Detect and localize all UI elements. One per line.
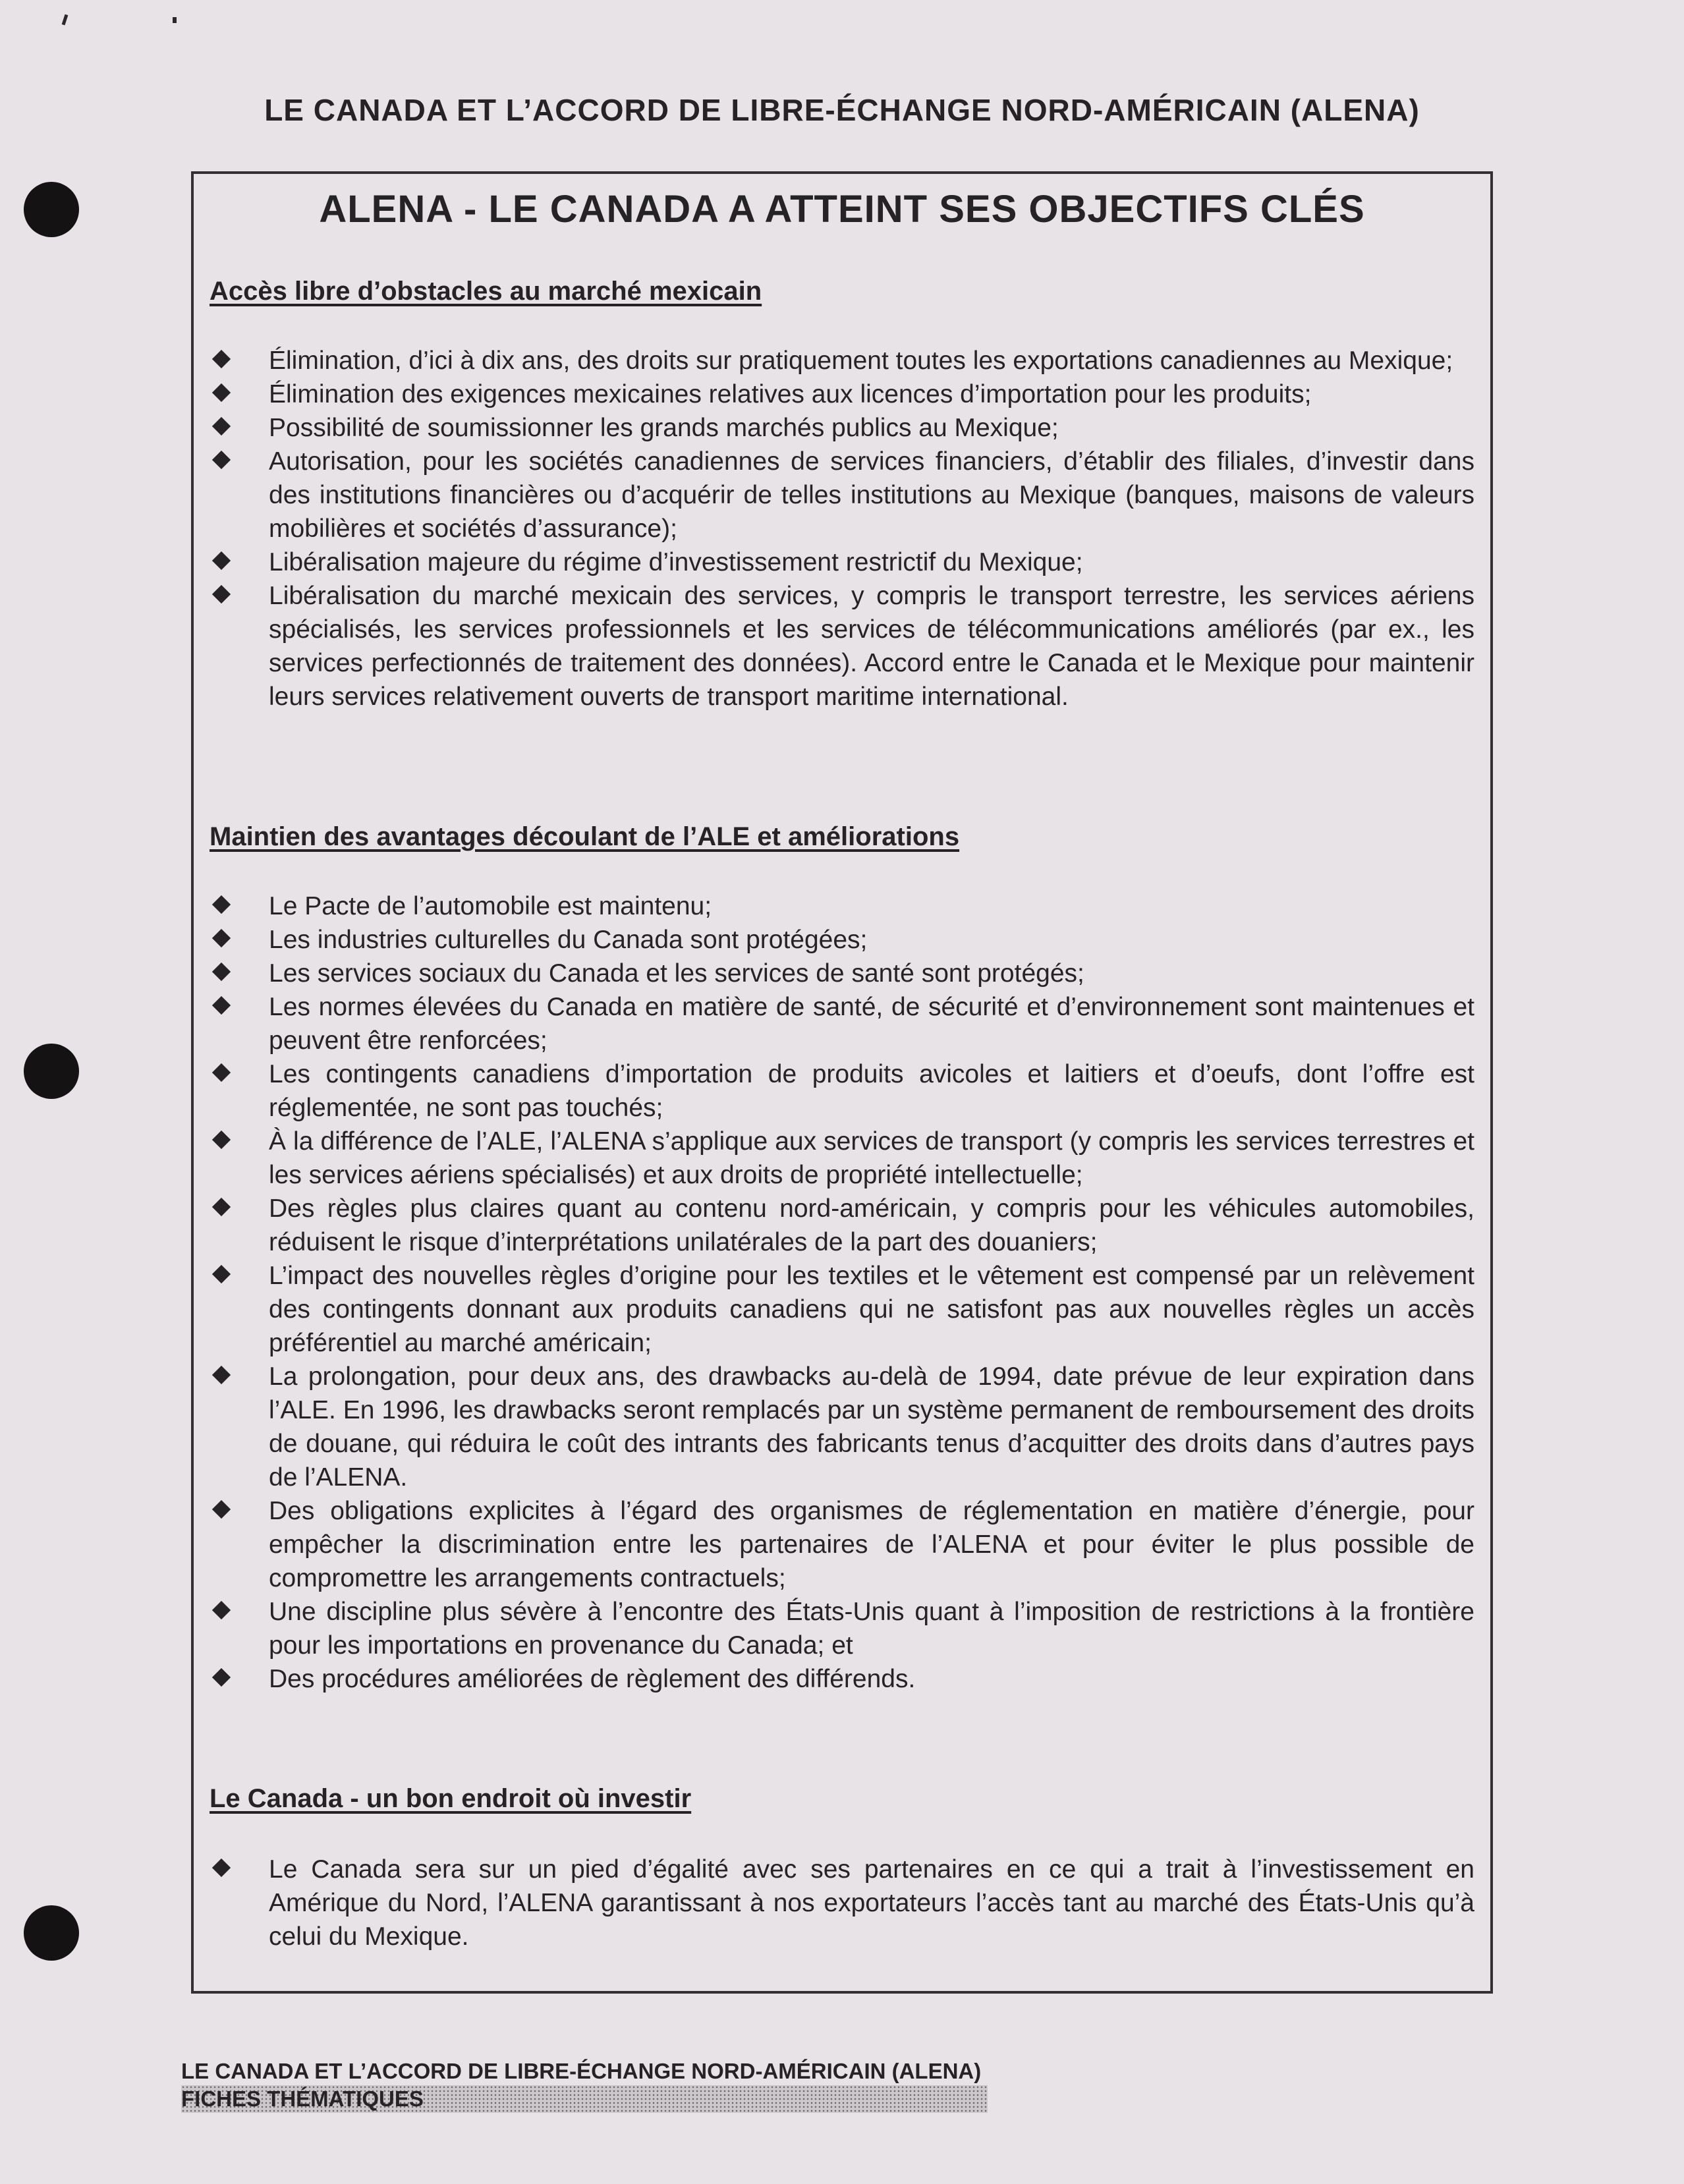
list-item bbox=[210, 344, 1474, 378]
list-item-text: Les normes élevées du Canada en matière de santé, de sécurité et d’environnement sont maintenues et peuvent être renforcées; bbox=[269, 993, 1474, 1055]
diamond-bullet-icon bbox=[212, 551, 231, 570]
list-item bbox=[210, 1494, 1474, 1595]
page-footer bbox=[181, 2058, 988, 2113]
bullet-list-maintien-avantages bbox=[210, 889, 1474, 1696]
diamond-bullet-icon bbox=[212, 1601, 231, 1619]
list-item-text: Les industries culturelles du Canada sont protégées; bbox=[269, 926, 868, 954]
section-heading-acces-marche-mexicain: Accès libre d’obstacles au marché mexicain bbox=[210, 277, 762, 306]
diamond-bullet-icon bbox=[212, 1265, 231, 1283]
list-item-text: Le Pacte de l’automobile est maintenu; bbox=[269, 892, 712, 920]
list-item-text: Autorisation, pour les sociétés canadiennes de services financiers, d’établir des filiales, d’investir dans des institutions financières ou d’acquérir de telles institutions au Mexique (banques, maisons de valeurs mobilières et sociétés d’assurance); bbox=[269, 447, 1474, 543]
scan-mark bbox=[62, 14, 69, 26]
list-item-text: Une discipline plus sévère à l’encontre des États-Unis quant à l’imposition de restrictions à la frontière pour les importations en provenance du Canada; et bbox=[269, 1598, 1474, 1660]
list-item-text: Les services sociaux du Canada et les services de santé sont protégés; bbox=[269, 959, 1084, 988]
list-item bbox=[210, 1595, 1474, 1662]
list-item-text: Le Canada sera sur un pied d’égalité avec ses partenaires en ce qui a trait à l’investissement en Amérique du Nord, l’ALENA garantissant à nos exportateurs l’accès tant au marché des États-Unis qu’à celui du Mexique. bbox=[269, 1855, 1474, 1951]
list-item bbox=[210, 411, 1474, 445]
list-item-text: Élimination des exigences mexicaines relatives aux licences d’importation pour les produits; bbox=[269, 380, 1312, 408]
footer-subtitle: FICHES THÉMATIQUES bbox=[181, 2085, 988, 2113]
page-title: ALENA - LE CANADA A ATTEINT SES OBJECTIFS CLÉS bbox=[319, 188, 1365, 231]
list-item bbox=[210, 1125, 1474, 1192]
list-item-text: Élimination, d’ici à dix ans, des droits sur pratiquement toutes les exportations canadiennes au Mexique; bbox=[269, 347, 1453, 375]
list-item bbox=[210, 546, 1474, 579]
diamond-bullet-icon bbox=[212, 1198, 231, 1216]
binder-hole bbox=[24, 1905, 79, 1961]
diamond-bullet-icon bbox=[212, 1131, 231, 1149]
list-item bbox=[210, 990, 1474, 1057]
diamond-bullet-icon bbox=[212, 1668, 231, 1687]
list-item-text: À la différence de l’ALE, l’ALENA s’applique aux services de transport (y compris les services terrestres et les services aériens spécialisés) et aux droits de propriété intellectuelle; bbox=[269, 1127, 1474, 1189]
bullet-list-investir bbox=[210, 1853, 1474, 1953]
list-item-text: Libéralisation du marché mexicain des services, y compris le transport terrestre, les services aériens spécialisés, les services professionnels et les services de télécommunications améliorés (par ex., les services perfectionnés de traitement des données). Accord entre le Canada et le Mexique pour maintenir leurs services relativement ouverts de transport maritime international. bbox=[269, 582, 1474, 711]
binder-hole bbox=[24, 1044, 79, 1099]
footer-title: LE CANADA ET L’ACCORD DE LIBRE-ÉCHANGE NORD-AMÉRICAIN (ALENA) bbox=[181, 2059, 982, 2083]
diamond-bullet-icon bbox=[212, 1500, 231, 1519]
section-heading-maintien-avantages: Maintien des avantages découlant de l’ALE et améliorations bbox=[210, 822, 960, 851]
list-item bbox=[210, 889, 1474, 923]
diamond-bullet-icon bbox=[212, 383, 231, 402]
diamond-bullet-icon bbox=[212, 996, 231, 1015]
list-item bbox=[210, 579, 1474, 714]
scan-mark bbox=[173, 17, 177, 23]
list-item-text: Des procédures améliorées de règlement des différends. bbox=[269, 1665, 916, 1693]
diamond-bullet-icon bbox=[212, 350, 231, 368]
diamond-bullet-icon bbox=[212, 1859, 231, 1877]
list-item bbox=[210, 957, 1474, 990]
diamond-bullet-icon bbox=[212, 1063, 231, 1082]
list-item-text: La prolongation, pour deux ans, des drawbacks au-delà de 1994, date prévue de leur expiration dans l’ALE. En 1996, les drawbacks seront remplacés par un système permanent de remboursement des droits de douane, qui réduira le coût des intrants des fabricants tenus d’acquitter des droits dans d’autres pays de l’ALENA. bbox=[269, 1362, 1474, 1492]
list-item bbox=[210, 1662, 1474, 1696]
list-item-text: Les contingents canadiens d’importation de produits avicoles et laitiers et d’oeufs, dont l’offre est réglementée, ne sont pas touchés; bbox=[269, 1060, 1474, 1122]
page-header: LE CANADA ET L’ACCORD DE LIBRE-ÉCHANGE NORD-AMÉRICAIN (ALENA) bbox=[264, 93, 1420, 127]
list-item bbox=[210, 923, 1474, 957]
bullet-list-acces-marche-mexicain bbox=[210, 344, 1474, 714]
list-item-text: Libéralisation majeure du régime d’investissement restrictif du Mexique; bbox=[269, 548, 1083, 576]
diamond-bullet-icon bbox=[212, 929, 231, 947]
list-item bbox=[210, 1360, 1474, 1494]
list-item bbox=[210, 445, 1474, 546]
list-item-text: L’impact des nouvelles règles d’origine pour les textiles et le vêtement est compensé par un relèvement des contingents donnant aux produits canadiens qui ne satisfont pas aux nouvelles règles un accès préférentiel au marché américain; bbox=[269, 1262, 1474, 1357]
diamond-bullet-icon bbox=[212, 963, 231, 981]
list-item-text: Des règles plus claires quant au contenu nord-américain, y compris pour les véhicules automobiles, réduisent le risque d’interprétations unilatérales de la part des douaniers; bbox=[269, 1194, 1474, 1256]
list-item bbox=[210, 1853, 1474, 1953]
list-item bbox=[210, 378, 1474, 411]
diamond-bullet-icon bbox=[212, 585, 231, 603]
list-item bbox=[210, 1192, 1474, 1259]
diamond-bullet-icon bbox=[212, 1366, 231, 1384]
diamond-bullet-icon bbox=[212, 895, 231, 914]
list-item bbox=[210, 1057, 1474, 1125]
diamond-bullet-icon bbox=[212, 451, 231, 469]
diamond-bullet-icon bbox=[212, 417, 231, 435]
section-heading-investir: Le Canada - un bon endroit où investir bbox=[210, 1784, 692, 1813]
list-item-text: Possibilité de soumissionner les grands marchés publics au Mexique; bbox=[269, 414, 1059, 442]
list-item-text: Des obligations explicites à l’égard des organismes de réglementation en matière d’énergie, pour empêcher la discrimination entre les partenaires de l’ALENA et pour éviter le plus possible de compromettre les arrangements contractuels; bbox=[269, 1497, 1474, 1592]
list-item bbox=[210, 1259, 1474, 1360]
